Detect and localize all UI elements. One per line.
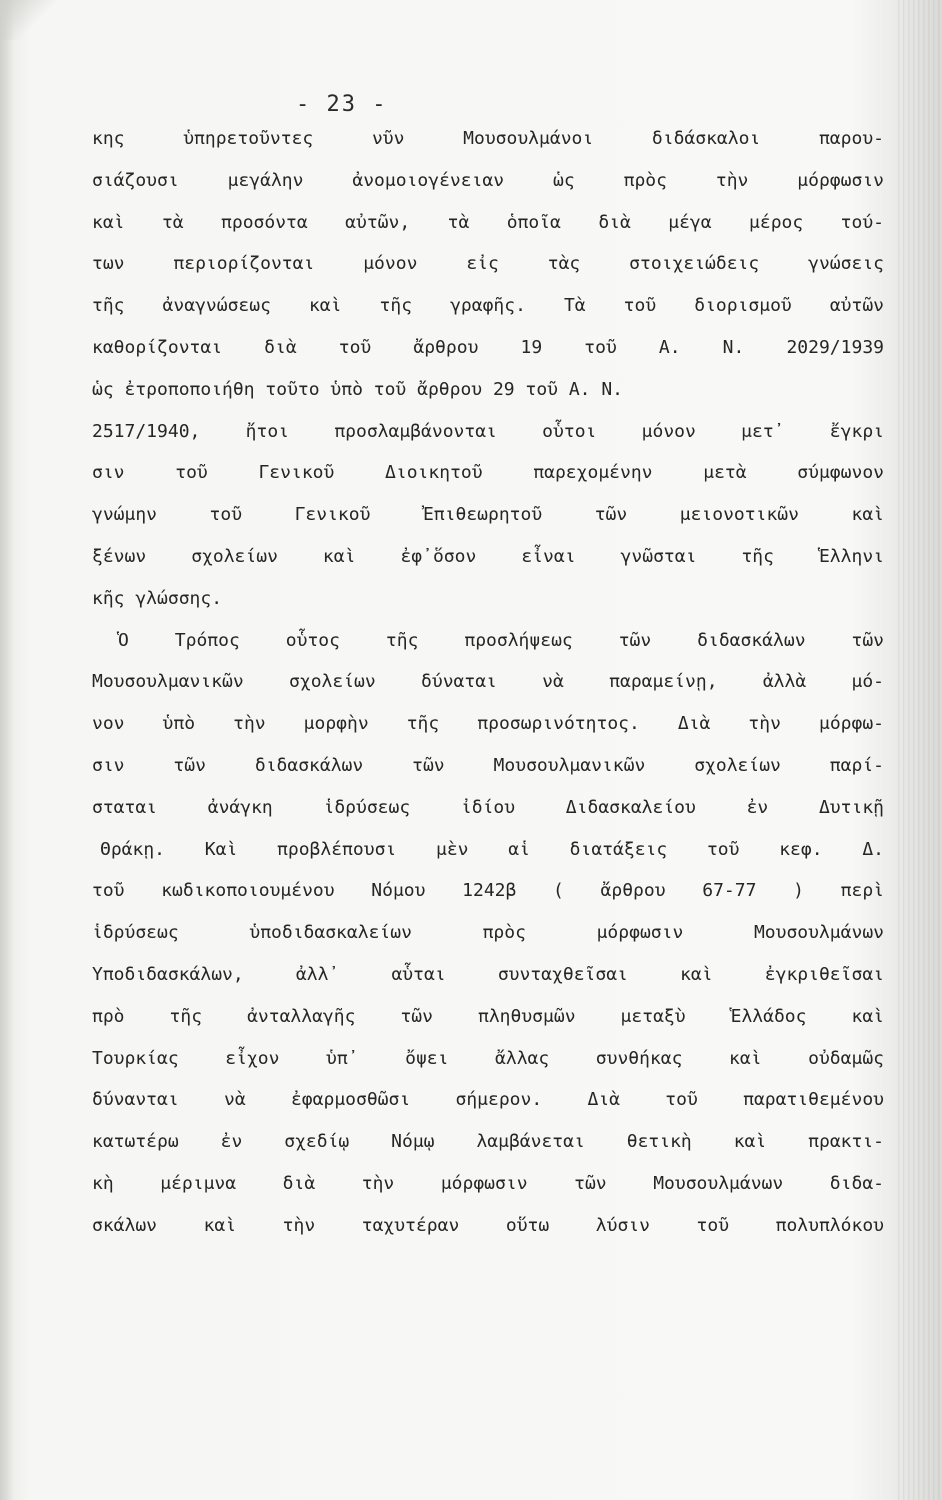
text-line: σκάλων καὶ τὴν ταχυτέραν οὕτω λύσιν τοῦ πολυπλόκου: [92, 1214, 884, 1236]
text-line: καθορίζονται διὰ τοῦ ἄρθρου 19 τοῦ Α. Ν. 2029/1939: [92, 336, 884, 358]
text-line: καὶ τὰ προσόντα αὐτῶν, τὰ ὁποῖα διὰ μέγα μέρος τού-: [92, 211, 884, 233]
page-number: - 23 -: [296, 92, 388, 117]
text-line: κῆς γλώσσης.: [92, 587, 223, 609]
text-line: ξένων σχολείων καὶ ἐφ᾽ὅσον εἶναι γνῶσται τῆς Ἑλληνι: [92, 545, 884, 567]
text-line: 2517/1940, ἤτοι προσλαμβάνονται οὗτοι μόνον μετ᾽ ἔγκρι: [92, 420, 884, 442]
text-line: σταται ἀνάγκη ἱδρύσεως ἰδίου Διδασκαλείου ἐν Δυτικῇ: [92, 796, 884, 818]
text-line: δύνανται νὰ ἐφαρμοσθῶσι σήμερον. Διὰ τοῦ παρατιθεμένου: [92, 1089, 884, 1111]
text-line: ἱδρύσεως ὑποδιδασκαλείων πρὸς μόρφωσιν Μουσουλμάνων: [92, 922, 884, 944]
text-line: πρὸ τῆς ἀνταλλαγῆς τῶν πληθυσμῶν μεταξὺ Ἑλλάδος καὶ: [92, 1005, 884, 1027]
text-line: κὴ μέριμνα διὰ τὴν μόρφωσιν τῶν Μουσουλμάνων διδα-: [92, 1172, 884, 1194]
text-line: ὡς ἐτροποποιήθη τοῦτο ὑπὸ τοῦ ἄρθρου 29 τοῦ Α. Ν.: [92, 378, 624, 400]
text-line: Μουσουλμανικῶν σχολείων δύναται νὰ παραμείνῃ, ἀλλὰ μό-: [92, 671, 884, 693]
text-line: σιν τοῦ Γενικοῦ Διοικητοῦ παρεχομένην μετὰ σύμφωνον: [92, 462, 884, 484]
scan-left-shadow: [0, 0, 14, 1500]
text-line: Θράκῃ. Καὶ προβλέπουσι μὲν αἱ διατάξεις τοῦ κεφ. Δ.: [100, 838, 884, 860]
typewritten-text: [92, 118, 884, 1247]
scan-right-edge: [898, 0, 942, 1500]
text-line: σιν τῶν διδασκάλων τῶν Μουσουλμανικῶν σχολείων παρί-: [92, 754, 884, 776]
text-line: τοῦ κωδικοποιουμένου Νόμου 1242β ( ἄρθρου 67-77 ) περὶ: [92, 880, 884, 902]
scan-corner-shadow: [0, 0, 60, 40]
text-line: νον ὑπὸ τὴν μορφὴν τῆς προσωρινότητος. Διὰ τὴν μόρφω-: [92, 713, 884, 735]
text-line: Ὑποδιδασκάλων, ἀλλ᾽ αὗται συνταχθεῖσαι καὶ ἐγκριθεῖσαι: [92, 963, 884, 985]
text-line: Τουρκίας εἶχον ὑπ᾽ ὄψει ἄλλας συνθήκας καὶ οὐδαμῶς: [92, 1047, 884, 1069]
text-line: Ὁ Τρόπος οὗτος τῆς προσλήψεως τῶν διδασκάλων τῶν: [118, 629, 884, 651]
text-line: σιάζουσι μεγάλην ἀνομοιογένειαν ὡς πρὸς τὴν μόρφωσιν: [92, 169, 884, 191]
text-line: κης ὑπηρετοῦντες νῦν Μουσουλμάνοι διδάσκαλοι παρου-: [92, 128, 884, 149]
text-line: των περιορίζονται μόνον εἰς τὰς στοιχειώδεις γνώσεις: [92, 253, 884, 275]
text-line: κατωτέρω ἐν σχεδίῳ Νόμῳ λαμβάνεται θετικὴ καὶ πρακτι-: [92, 1131, 884, 1153]
text-line: γνώμην τοῦ Γενικοῦ Ἐπιθεωρητοῦ τῶν μειονοτικῶν καὶ: [92, 504, 884, 526]
text-line: τῆς ἀναγνώσεως καὶ τῆς γραφῆς. Τὰ τοῦ διορισμοῦ αὐτῶν: [92, 295, 884, 317]
